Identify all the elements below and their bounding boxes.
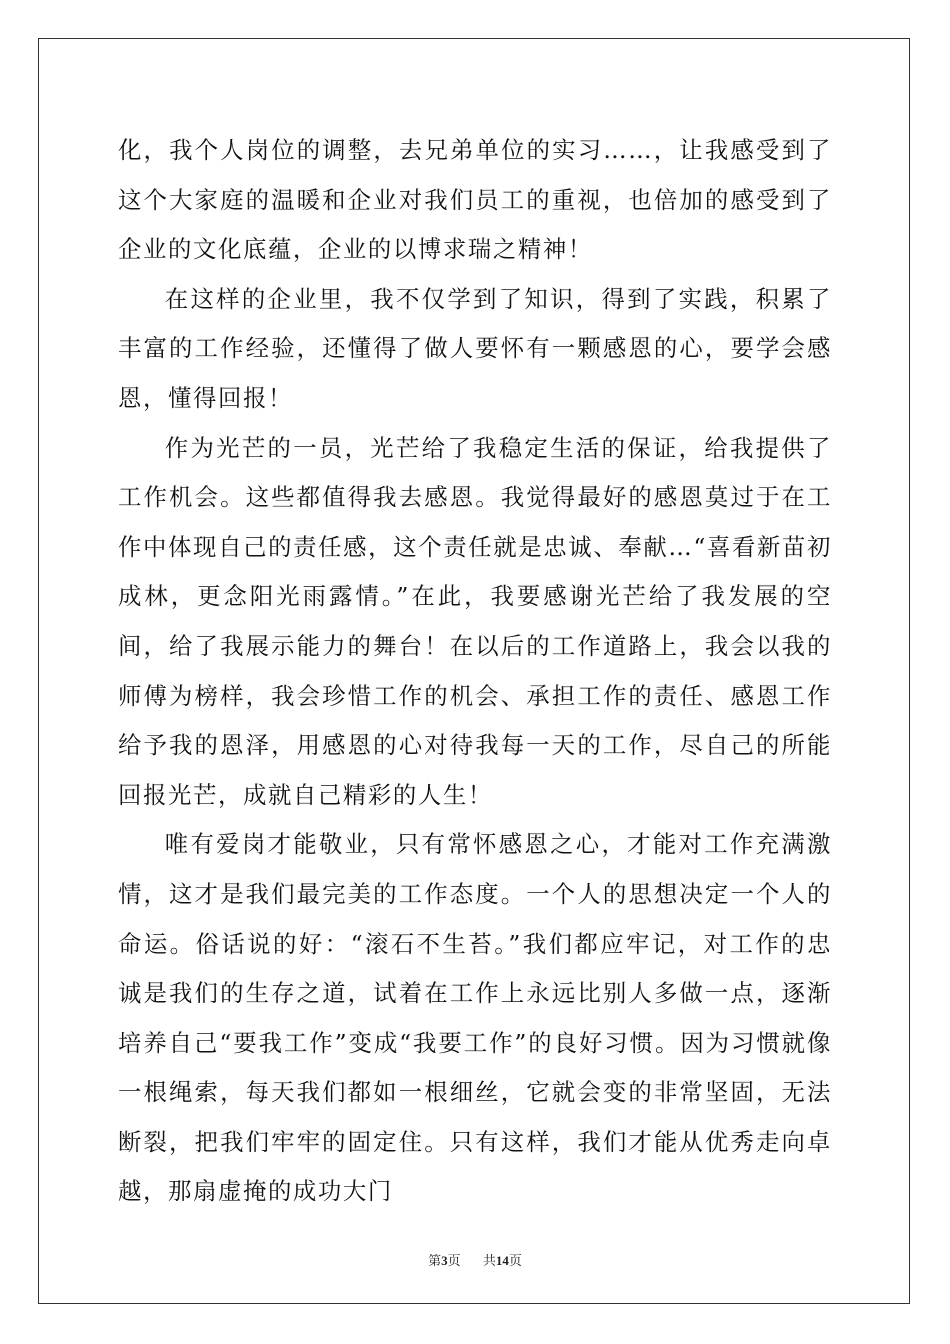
page-prefix: 第 — [428, 1254, 442, 1269]
page-footer — [0, 1250, 950, 1269]
paragraph: 唯有爱岗才能敬业，只有常怀感恩之心，才能对工作充满激情，这才是我们最完美的工作态度。一个人的思想决定一个人的命运。俗话说的好：“滚石不生苔。”我们都应牢记，对工作的忠诚是我们的生存之道，试着在工作上永远比别人多做一点，逐渐培养自己“要我工作”变成“我要工作”的良好习惯。因为习惯就像一根绳索，每天我们都如一根细丝，它就会变的非常坚固，无法断裂，把我们牢牢的固定住。只有这样，我们才能从优秀走向卓越，那扇虚掩的成功大门 — [118, 830, 832, 1206]
document-body — [118, 126, 832, 1217]
paragraph: 作为光芒的一员，光芒给了我稳定生活的保证，给我提供了工作机会。这些都值得我去感恩。我觉得最好的感恩莫过于在工作中体现自己的责任感，这个责任就是忠诚、奉献…“喜看新苗初成林，更念阳光雨露情。”在此，我要感谢光芒给了我发展的空间，给了我展示能力的舞台！在以后的工作道路上，我会以我的师傅为榜样，我会珍惜工作的机会、承担工作的责任、感恩工作给予我的恩泽，用感恩的心对待我每一天的工作，尽自己的所能回报光芒，成就自己精彩的人生！ — [118, 433, 832, 809]
paragraph-continuation: 化，我个人岗位的调整，去兄弟单位的实习……，让我感受到了这个大家庭的温暖和企业对我们员工的重视，也倍加的感受到了企业的文化底蕴，企业的以博求瑞之精神！ — [118, 136, 832, 264]
page-number-label — [428, 1250, 461, 1269]
page-number: 3 — [441, 1253, 448, 1268]
total-pages: 14 — [495, 1253, 509, 1268]
paragraph: 在这样的企业里，我不仅学到了知识，得到了实践，积累了丰富的工作经验，还懂得了做人要怀有一颗感恩的心，要学会感恩，懂得回报！ — [118, 284, 832, 412]
page-suffix: 页 — [447, 1254, 461, 1269]
total-pages-label — [483, 1250, 522, 1269]
total-prefix: 共 — [482, 1254, 496, 1269]
total-suffix: 页 — [508, 1254, 522, 1269]
